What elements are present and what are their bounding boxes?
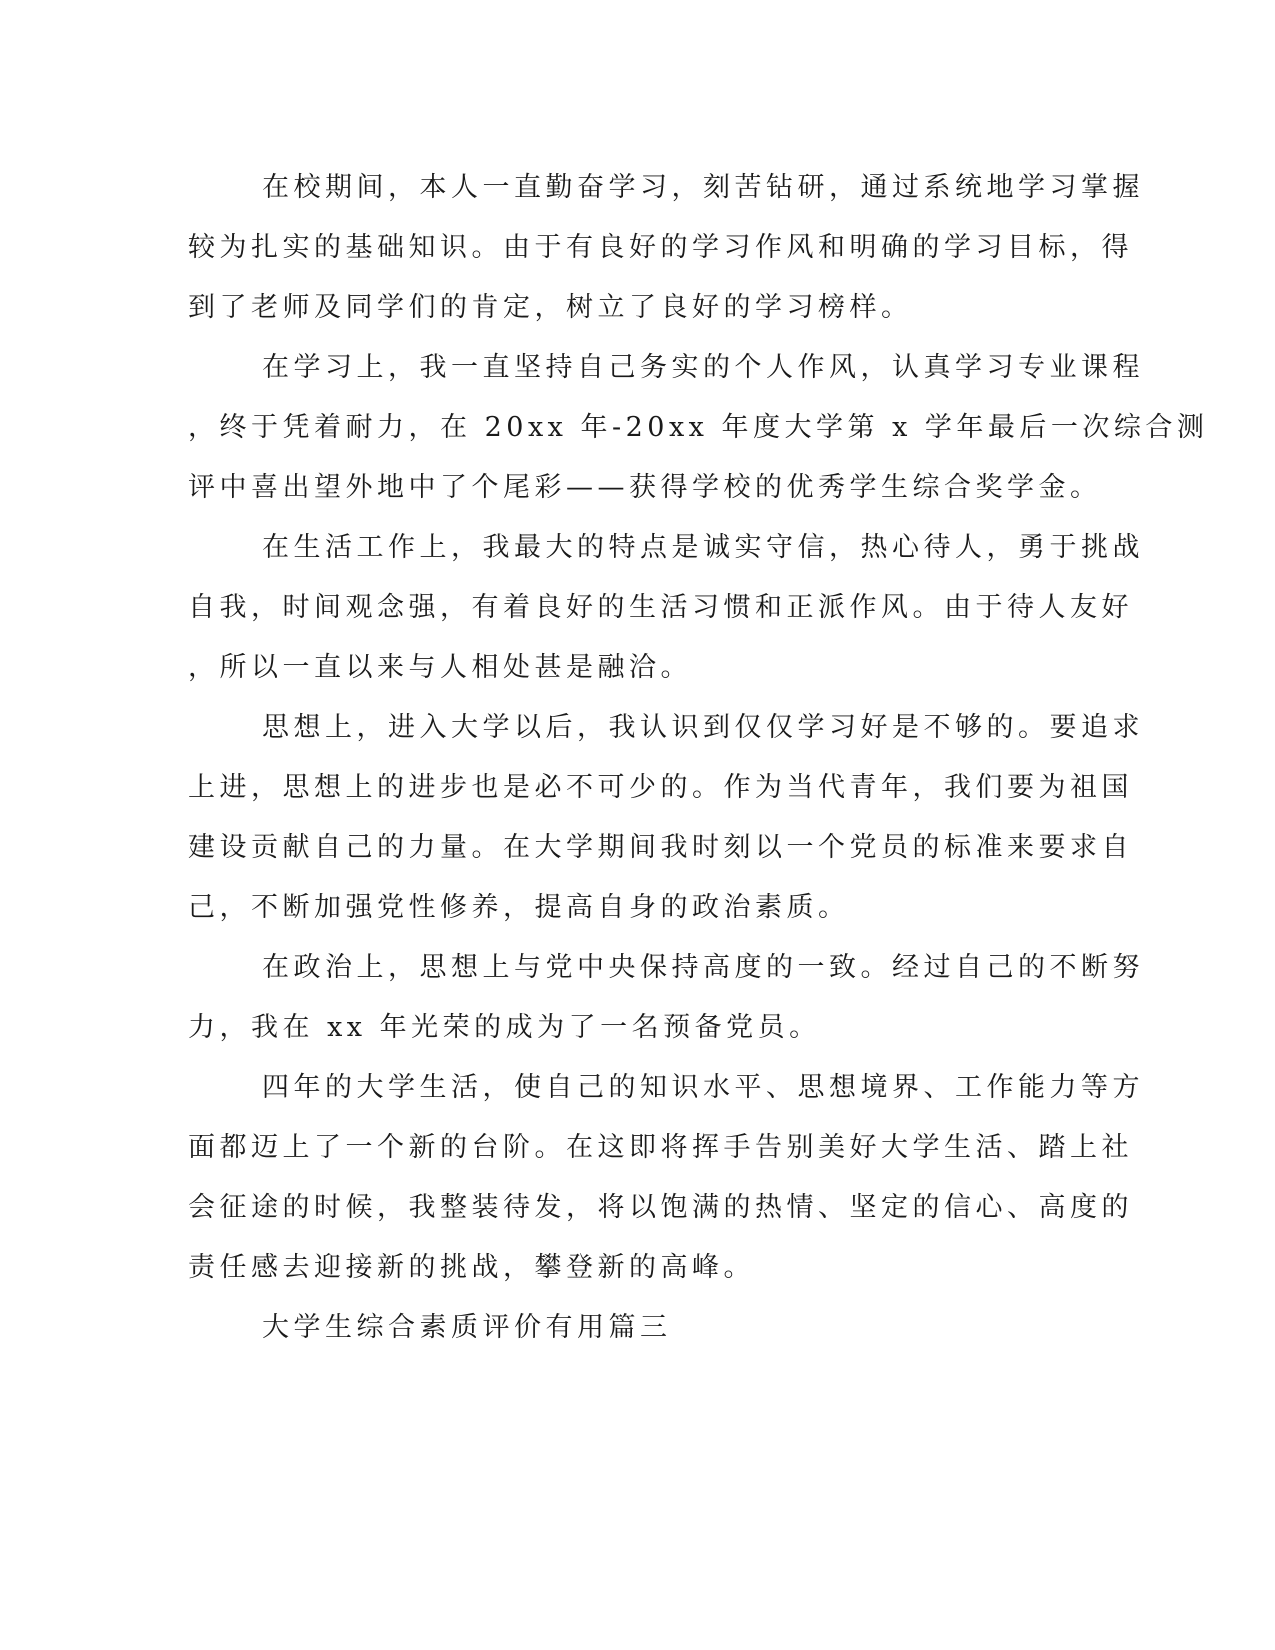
paragraph [188,158,1144,338]
text-line: 到了老师及同学们的肯定，树立了良好的学习榜样。 [188,292,913,323]
paragraph [188,698,1144,938]
document-body [188,158,1209,1358]
text-line: 力，我在 xx 年光荣的成为了一名预备党员。 [188,1012,821,1043]
text-line: 较为扎实的基础知识。由于有良好的学习作风和明确的学习目标，得 [188,232,1133,263]
paragraph [188,338,1209,518]
text-line: 在生活工作上，我最大的特点是诚实守信，热心待人，勇于挑战 [262,532,1144,563]
paragraph [188,938,1144,1058]
text-line: ，所以一直以来与人相处甚是融洽。 [188,652,692,683]
text-line: 上进，思想上的进步也是必不可少的。作为当代青年，我们要为祖国 [188,772,1133,803]
text-line: 面都迈上了一个新的台阶。在这即将挥手告别美好大学生活、踏上社 [188,1132,1133,1163]
text-line: 责任感去迎接新的挑战，攀登新的高峰。 [188,1252,755,1283]
text-line: 建设贡献自己的力量。在大学期间我时刻以一个党员的标准来要求自 [188,832,1133,863]
text-line: 在学习上，我一直坚持自己务实的个人作风，认真学习专业课程 [262,352,1144,383]
text-line: 在校期间，本人一直勤奋学习，刻苦钻研，通过系统地学习掌握 [262,172,1144,203]
text-line: 评中喜出望外地中了个尾彩——获得学校的优秀学生综合奖学金。 [188,472,1102,503]
section-heading [188,1298,1068,1358]
text-line: ，终于凭着耐力，在 20xx 年-20xx 年度大学第 x 学年最后一次综合测 [188,412,1209,443]
text-line: 会征途的时候，我整装待发，将以饱满的热情、坚定的信心、高度的 [188,1192,1133,1223]
text-line: 四年的大学生活，使自己的知识水平、思想境界、工作能力等方 [262,1072,1144,1103]
paragraph [188,1058,1144,1298]
paragraph [188,518,1144,698]
text-line: 自我，时间观念强，有着良好的生活习惯和正派作风。由于待人友好 [188,592,1133,623]
text-line: 思想上，进入大学以后，我认识到仅仅学习好是不够的。要追求 [262,712,1144,743]
text-line: 在政治上，思想上与党中央保持高度的一致。经过自己的不断努 [262,952,1144,983]
text-line: 己，不断加强党性修养，提高自身的政治素质。 [188,892,850,923]
section-heading-text: 大学生综合素质评价有用篇三 [262,1312,672,1343]
